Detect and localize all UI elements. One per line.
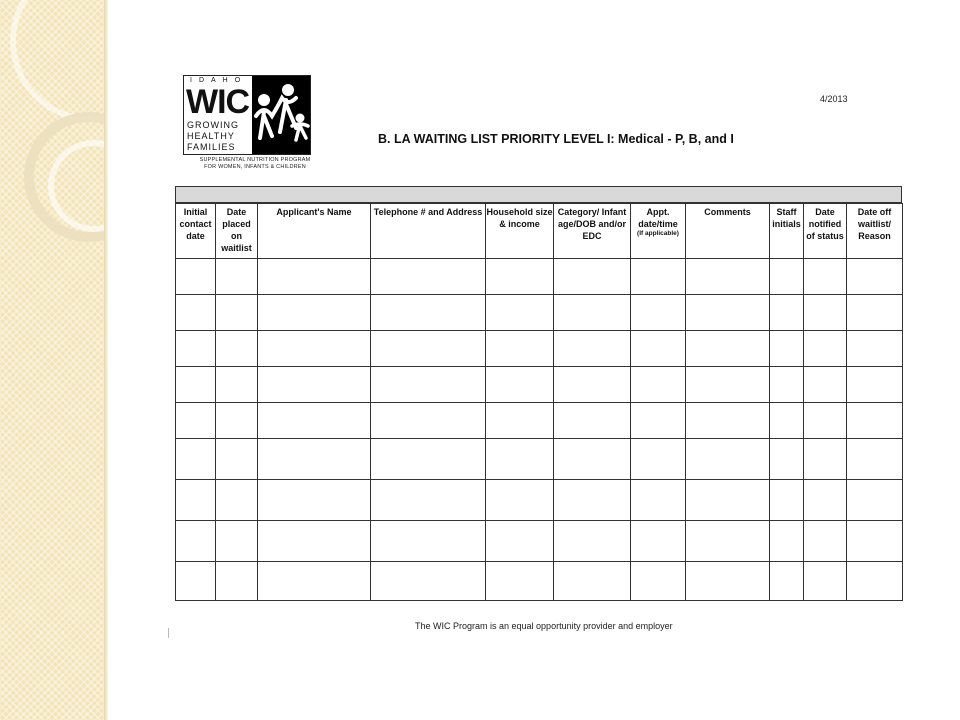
table-row [176, 331, 903, 367]
table-cell [770, 295, 804, 331]
table-cell [554, 295, 631, 331]
table-cell [486, 295, 554, 331]
table-cell [258, 331, 371, 367]
table-row [176, 403, 903, 439]
table-cell [258, 480, 371, 521]
form-date: 4/2013 [820, 94, 848, 104]
table-cell [176, 403, 216, 439]
table-cell [216, 295, 258, 331]
table-row [176, 295, 903, 331]
decorative-sidebar [0, 0, 104, 720]
table-cell [804, 295, 847, 331]
table-cell [371, 521, 486, 562]
logo-tagline-line: FAMILIES [187, 142, 236, 152]
table-cell [631, 439, 686, 480]
table-cell [686, 331, 770, 367]
table-row [176, 439, 903, 480]
table-cell [216, 521, 258, 562]
table-cell [176, 562, 216, 601]
column-header [631, 204, 686, 259]
table-cell [176, 367, 216, 403]
column-header [176, 204, 216, 259]
table-cell [686, 521, 770, 562]
table-cell [258, 521, 371, 562]
table-cell [554, 521, 631, 562]
table-cell [371, 403, 486, 439]
table-cell [631, 480, 686, 521]
table-cell [770, 562, 804, 601]
family-figures-icon [252, 76, 310, 154]
table-cell [686, 562, 770, 601]
table-cell [371, 331, 486, 367]
column-header-label: Initial contact date [179, 207, 212, 241]
column-header [258, 204, 371, 259]
table-cell [770, 367, 804, 403]
table-cell [486, 403, 554, 439]
table-cell [847, 367, 903, 403]
table-cell [847, 259, 903, 295]
table-cell [216, 259, 258, 295]
table-cell [371, 480, 486, 521]
logo-tagline-line: GROWING [187, 120, 239, 130]
column-header-label: Date placed on waitlist [221, 207, 252, 253]
logo-brand: WIC [186, 83, 250, 121]
table-cell [371, 259, 486, 295]
table-cell [258, 562, 371, 601]
table-cell [554, 403, 631, 439]
table-cell [804, 367, 847, 403]
table-cell [554, 331, 631, 367]
table-cell [486, 439, 554, 480]
table-cell [176, 295, 216, 331]
table-cell [686, 439, 770, 480]
table-cell [847, 439, 903, 480]
column-header-label: Household size & income [486, 207, 553, 229]
table-body [176, 259, 903, 601]
table-cell [631, 521, 686, 562]
table-cell [258, 295, 371, 331]
waiting-list-table [175, 186, 902, 601]
table-cell [216, 439, 258, 480]
table-cell [804, 259, 847, 295]
table-cell [686, 259, 770, 295]
table-row [176, 367, 903, 403]
table-cell [216, 331, 258, 367]
column-header-label: Comments [704, 207, 751, 217]
table-cell [486, 521, 554, 562]
footer-statement: The WIC Program is an equal opportunity provider and employer [415, 621, 673, 631]
table-cell [804, 480, 847, 521]
column-header [371, 204, 486, 259]
table-cell [847, 562, 903, 601]
scan-artifact [168, 628, 169, 638]
table-cell [216, 480, 258, 521]
table-cell [847, 480, 903, 521]
table-cell [554, 259, 631, 295]
table-cell [216, 403, 258, 439]
column-header [216, 204, 258, 259]
table-cell [631, 259, 686, 295]
table-cell [847, 521, 903, 562]
wic-logo [183, 75, 311, 155]
table-cell [631, 562, 686, 601]
table-cell [258, 367, 371, 403]
table-cell [176, 480, 216, 521]
table-cell [486, 331, 554, 367]
table-cell [686, 367, 770, 403]
table-cell [686, 480, 770, 521]
column-header-label: Staff initials [772, 207, 801, 229]
table-cell [770, 331, 804, 367]
column-header [486, 204, 554, 259]
table-cell [770, 439, 804, 480]
logo-subtitle [190, 157, 320, 171]
table-cell [486, 562, 554, 601]
table-row [176, 521, 903, 562]
table-cell [216, 367, 258, 403]
decorative-circle [10, 0, 104, 122]
table-header-bar [175, 186, 902, 203]
column-header [686, 204, 770, 259]
table-row [176, 562, 903, 601]
table-cell [686, 295, 770, 331]
table-cell [554, 562, 631, 601]
table-cell [804, 331, 847, 367]
table-cell [631, 331, 686, 367]
table-cell [770, 403, 804, 439]
column-header-label: Applicant's Name [276, 207, 352, 217]
column-header [804, 204, 847, 259]
table-cell [486, 259, 554, 295]
table-cell [847, 403, 903, 439]
table-cell [486, 367, 554, 403]
column-header [847, 204, 903, 259]
logo-tagline [187, 120, 239, 153]
table-cell [631, 367, 686, 403]
table-cell [631, 295, 686, 331]
waiting-list-grid [175, 203, 903, 601]
table-cell [258, 259, 371, 295]
table-cell [554, 439, 631, 480]
logo-tagline-line: HEALTHY [187, 131, 235, 141]
table-cell [804, 562, 847, 601]
table-cell [770, 259, 804, 295]
column-header-note: (If applicable) [637, 230, 679, 237]
table-cell [176, 331, 216, 367]
table-cell [804, 403, 847, 439]
table-cell [770, 480, 804, 521]
column-header-label: Appt. date/time [638, 207, 678, 229]
table-cell [686, 403, 770, 439]
table-cell [371, 367, 486, 403]
column-header [770, 204, 804, 259]
table-row [176, 259, 903, 295]
table-cell [486, 480, 554, 521]
table-cell [804, 521, 847, 562]
table-cell [176, 259, 216, 295]
column-header-label: Date off waitlist/ Reason [857, 207, 892, 241]
table-cell [847, 295, 903, 331]
table-cell [770, 521, 804, 562]
table-cell [216, 562, 258, 601]
table-cell [371, 562, 486, 601]
table-cell [176, 521, 216, 562]
table-cell [631, 403, 686, 439]
table-row [176, 480, 903, 521]
sidebar-edge [104, 0, 108, 720]
table-cell [554, 480, 631, 521]
logo-subtitle-line: SUPPLEMENTAL NUTRITION PROGRAM [199, 157, 311, 163]
header-row [176, 204, 903, 259]
table-cell [176, 439, 216, 480]
column-header-label: Category/ Infant age/DOB and/or EDC [557, 207, 627, 241]
table-cell [371, 295, 486, 331]
column-header [554, 204, 631, 259]
table-cell [258, 403, 371, 439]
table-cell [258, 439, 371, 480]
column-header-label: Date notified of status [806, 207, 844, 241]
logo-subtitle-line: FOR WOMEN, INFANTS & CHILDREN [204, 164, 306, 170]
table-cell [804, 439, 847, 480]
column-header-label: Telephone # and Address [373, 207, 483, 217]
table-cell [371, 439, 486, 480]
form-title: B. LA WAITING LIST PRIORITY LEVEL I: Medical - P, B, and I [378, 132, 734, 146]
logo-state: IDAHO [190, 77, 248, 84]
table-cell [554, 367, 631, 403]
table-cell [847, 331, 903, 367]
